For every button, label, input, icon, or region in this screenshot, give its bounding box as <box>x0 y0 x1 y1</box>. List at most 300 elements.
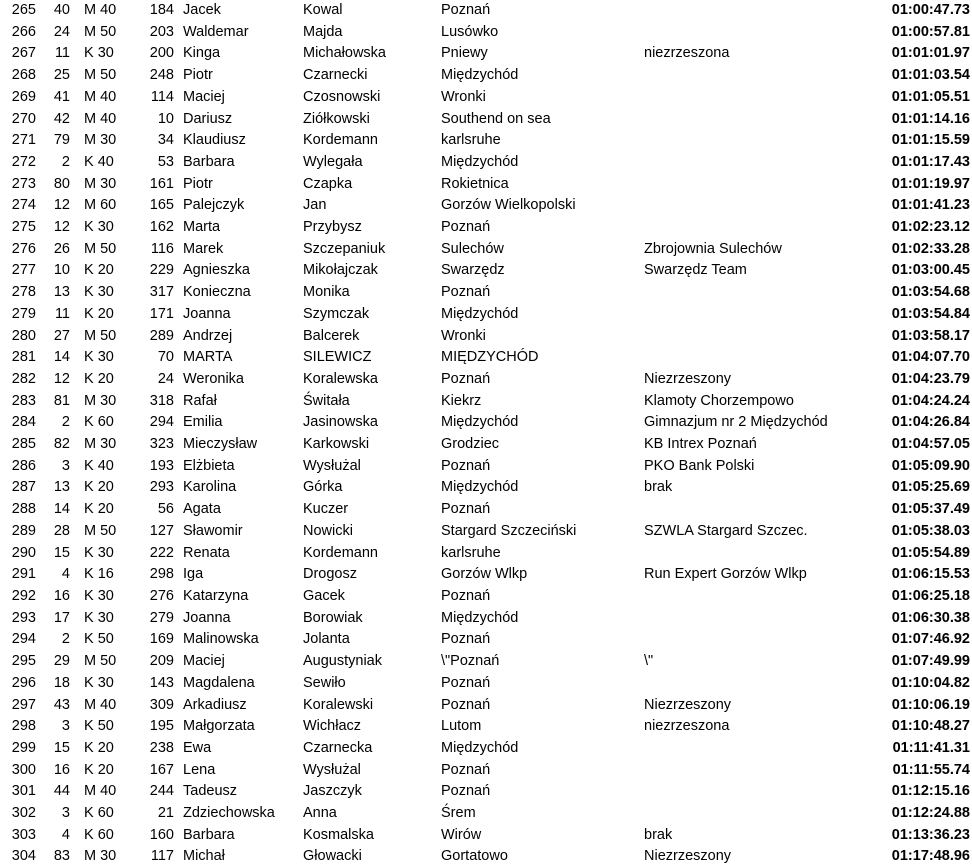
category-place-cell: 40 <box>53 2 70 18</box>
first-name-cell: Barbara <box>183 153 235 170</box>
club-cell: Niezrzeszony <box>644 848 732 865</box>
table-row <box>0 521 972 543</box>
category-cell: K 30 <box>84 349 114 366</box>
finish-time-cell: 01:01:03.54 <box>891 67 970 84</box>
bib-number-cell: 229 <box>149 262 174 279</box>
last-name-cell: Gacek <box>303 587 345 604</box>
category-place-cell: 27 <box>53 327 70 344</box>
place-cell: 276 <box>11 240 36 257</box>
first-name-cell: Marek <box>183 240 224 257</box>
city-cell: Poznań <box>441 219 491 236</box>
table-row <box>0 217 972 239</box>
finish-time-cell: 01:01:01.97 <box>891 45 970 62</box>
first-name-cell: Maciej <box>183 653 225 670</box>
city-cell: karlsruhe <box>441 544 501 561</box>
first-name-cell: Joanna <box>183 609 231 626</box>
first-name-cell: Renata <box>183 544 230 561</box>
category-place-cell: 13 <box>53 284 70 301</box>
place-cell: 289 <box>11 522 36 539</box>
finish-time-cell: 01:01:05.51 <box>891 88 970 105</box>
club-cell <box>644 781 874 803</box>
bib-number-cell: 114 <box>150 88 174 105</box>
last-name-cell: Nowicki <box>303 522 353 539</box>
category-place-cell: 15 <box>53 739 70 756</box>
category-place-cell: 2 <box>61 631 70 648</box>
finish-time-cell: 01:05:37.49 <box>891 501 970 518</box>
club-cell <box>644 0 874 22</box>
city-cell: Southend on sea <box>441 110 551 127</box>
club-cell: SZWLA Stargard Szczec. <box>644 522 808 539</box>
place-cell: 294 <box>11 631 36 648</box>
finish-time-cell: 01:04:57.05 <box>891 436 970 453</box>
finish-time-cell: 01:04:24.24 <box>891 392 970 409</box>
last-name-cell: Wysłużal <box>303 457 361 474</box>
category-place-cell: 16 <box>53 761 70 778</box>
first-name-cell: Arkadiusz <box>183 696 247 713</box>
category-place-cell: 11 <box>54 45 70 62</box>
last-name-cell: Wysłużal <box>303 761 361 778</box>
finish-time-cell: 01:12:24.88 <box>891 805 970 822</box>
city-cell: Gorzów Wielkopolski <box>441 197 576 214</box>
club-cell <box>644 543 874 565</box>
last-name-cell: Czosnowski <box>303 88 381 105</box>
city-cell: \"Poznań <box>441 653 500 670</box>
first-name-cell: Sławomir <box>183 522 243 539</box>
last-name-cell: Szymczak <box>303 305 370 322</box>
last-name-cell: Kowal <box>303 2 343 18</box>
place-cell: 270 <box>11 110 36 127</box>
table-row <box>0 195 972 217</box>
table-row <box>0 564 972 586</box>
last-name-cell: Drogosz <box>303 566 357 583</box>
city-cell: Wronki <box>441 88 486 105</box>
last-name-cell: Ziółkowski <box>303 110 370 127</box>
city-cell: karlsruhe <box>441 132 501 149</box>
category-cell: M 30 <box>84 392 117 409</box>
club-cell <box>644 65 874 87</box>
category-cell: M 50 <box>84 522 117 539</box>
club-cell <box>644 282 874 304</box>
finish-time-cell: 01:00:57.81 <box>891 23 970 40</box>
place-cell: 302 <box>11 805 36 822</box>
category-place-cell: 12 <box>53 370 70 387</box>
place-cell: 284 <box>11 414 36 431</box>
category-cell: K 40 <box>84 457 114 474</box>
bib-number-cell: 53 <box>157 153 174 170</box>
finish-time-cell: 01:06:25.18 <box>891 587 970 604</box>
place-cell: 268 <box>11 67 36 84</box>
city-cell: Lusówko <box>441 23 499 40</box>
table-row <box>0 65 972 87</box>
last-name-cell: Koralewska <box>303 370 378 387</box>
category-place-cell: 10 <box>53 262 70 279</box>
city-cell: Poznań <box>441 587 491 604</box>
place-cell: 277 <box>11 262 36 279</box>
category-place-cell: 79 <box>53 132 70 149</box>
place-cell: 273 <box>11 175 36 192</box>
club-cell: Run Expert Gorzów Wlkp <box>644 566 807 583</box>
category-place-cell: 80 <box>53 175 70 192</box>
finish-time-cell: 01:12:15.16 <box>891 783 970 800</box>
first-name-cell: Barbara <box>183 826 235 843</box>
finish-time-cell: 01:17:48.96 <box>891 848 970 865</box>
finish-time-cell: 01:10:06.19 <box>891 696 970 713</box>
last-name-cell: Jan <box>303 197 327 214</box>
first-name-cell: Magdalena <box>183 674 255 691</box>
club-cell <box>644 608 874 630</box>
category-place-cell: 82 <box>53 436 70 453</box>
category-place-cell: 13 <box>53 479 70 496</box>
city-cell: Wronki <box>441 327 486 344</box>
first-name-cell: Weronika <box>183 370 244 387</box>
bib-number-cell: 21 <box>157 805 174 822</box>
table-row <box>0 152 972 174</box>
finish-time-cell: 01:07:46.92 <box>891 631 970 648</box>
first-name-cell: Jacek <box>183 2 221 18</box>
place-cell: 288 <box>11 501 36 518</box>
last-name-cell: SILEWICZ <box>303 349 372 366</box>
first-name-cell: Andrzej <box>183 327 233 344</box>
first-name-cell: Ewa <box>183 739 212 756</box>
club-cell: niezrzeszona <box>644 718 730 735</box>
category-place-cell: 2 <box>61 414 70 431</box>
category-cell: M 60 <box>84 197 117 214</box>
place-cell: 296 <box>11 674 36 691</box>
bib-number-cell: 56 <box>157 501 174 518</box>
bib-number-cell: 171 <box>149 305 174 322</box>
table-row <box>0 109 972 131</box>
category-cell: M 50 <box>84 327 117 344</box>
last-name-cell: Czarnecki <box>303 67 368 84</box>
first-name-cell: Kinga <box>183 45 221 62</box>
category-cell: K 20 <box>84 262 114 279</box>
bib-number-cell: 276 <box>149 587 174 604</box>
last-name-cell: Kordemann <box>303 544 378 561</box>
bib-number-cell: 193 <box>149 457 174 474</box>
category-cell: K 30 <box>84 219 114 236</box>
city-cell: Sulechów <box>441 240 504 257</box>
city-cell: Międzychód <box>441 739 519 756</box>
place-cell: 298 <box>11 718 36 735</box>
last-name-cell: Koralewski <box>303 696 374 713</box>
place-cell: 265 <box>11 2 36 18</box>
city-cell: Poznań <box>441 501 491 518</box>
club-cell <box>644 152 874 174</box>
place-cell: 304 <box>11 848 36 865</box>
city-cell: Międzychód <box>441 305 519 322</box>
finish-time-cell: 01:00:47.73 <box>891 2 970 18</box>
last-name-cell: Karkowski <box>303 436 370 453</box>
category-place-cell: 81 <box>53 392 70 409</box>
club-cell: Zbrojownia Sulechów <box>644 240 782 257</box>
category-cell: M 50 <box>84 23 117 40</box>
bib-number-cell: 203 <box>149 23 174 40</box>
category-cell: M 40 <box>84 2 117 18</box>
bib-number-cell: 309 <box>149 696 174 713</box>
finish-time-cell: 01:05:54.89 <box>891 544 970 561</box>
city-cell: Pniewy <box>441 45 488 62</box>
finish-time-cell: 01:01:17.43 <box>891 153 970 170</box>
category-place-cell: 4 <box>61 826 70 843</box>
club-cell: niezrzeszona <box>644 45 730 62</box>
table-row <box>0 43 972 65</box>
category-place-cell: 3 <box>61 805 70 822</box>
first-name-cell: Iga <box>183 566 204 583</box>
last-name-cell: Przybysz <box>303 219 362 236</box>
last-name-cell: Borowiak <box>303 609 363 626</box>
bib-number-cell: 200 <box>149 45 174 62</box>
last-name-cell: Monika <box>303 284 350 301</box>
table-row <box>0 22 972 44</box>
place-cell: 275 <box>11 219 36 236</box>
table-row <box>0 326 972 348</box>
place-cell: 287 <box>11 479 36 496</box>
category-place-cell: 4 <box>61 566 70 583</box>
city-cell: Śrem <box>441 805 476 822</box>
city-cell: MIĘDZYCHÓD <box>441 349 539 366</box>
city-cell: Lutom <box>441 718 482 735</box>
bib-number-cell: 162 <box>149 219 174 236</box>
last-name-cell: Anna <box>303 805 337 822</box>
city-cell: Grodziec <box>441 436 500 453</box>
finish-time-cell: 01:01:41.23 <box>891 197 970 214</box>
place-cell: 282 <box>11 370 36 387</box>
table-row <box>0 347 972 369</box>
category-place-cell: 29 <box>53 653 70 670</box>
club-cell: KB Intrex Poznań <box>644 436 757 453</box>
city-cell: Poznań <box>441 696 491 713</box>
finish-time-cell: 01:10:04.82 <box>891 674 970 691</box>
finish-time-cell: 01:06:15.53 <box>891 566 970 583</box>
club-cell: brak <box>644 826 673 843</box>
category-place-cell: 3 <box>61 457 70 474</box>
table-row <box>0 369 972 391</box>
category-cell: K 60 <box>84 805 114 822</box>
finish-time-cell: 01:01:19.97 <box>891 175 970 192</box>
table-row <box>0 239 972 261</box>
first-name-cell: Karolina <box>183 479 237 496</box>
last-name-cell: Głowacki <box>303 848 362 865</box>
table-row <box>0 695 972 717</box>
bib-number-cell: 222 <box>149 544 174 561</box>
place-cell: 290 <box>11 544 36 561</box>
table-row <box>0 543 972 565</box>
bib-number-cell: 167 <box>149 761 174 778</box>
city-cell: Wirów <box>441 826 482 843</box>
category-cell: M 30 <box>84 175 117 192</box>
place-cell: 285 <box>11 436 36 453</box>
place-cell: 269 <box>11 88 36 105</box>
place-cell: 266 <box>11 23 36 40</box>
club-cell: Niezrzeszony <box>644 370 732 387</box>
club-cell <box>644 347 874 369</box>
first-name-cell: Malinowska <box>183 631 259 648</box>
last-name-cell: Michałowska <box>303 45 386 62</box>
first-name-cell: Agnieszka <box>183 262 250 279</box>
table-row <box>0 825 972 847</box>
category-place-cell: 44 <box>53 783 70 800</box>
city-cell: Poznań <box>441 284 491 301</box>
last-name-cell: Górka <box>303 479 343 496</box>
place-cell: 293 <box>11 609 36 626</box>
last-name-cell: Sewiło <box>303 674 346 691</box>
city-cell: Poznań <box>441 761 491 778</box>
last-name-cell: Kordemann <box>303 132 378 149</box>
bib-number-cell: 169 <box>149 631 174 648</box>
category-cell: K 20 <box>84 739 114 756</box>
club-cell <box>644 738 874 760</box>
table-row <box>0 781 972 803</box>
club-cell <box>644 130 874 152</box>
bib-number-cell: 127 <box>149 522 174 539</box>
table-row <box>0 174 972 196</box>
category-cell: M 30 <box>84 848 117 865</box>
bib-number-cell: 116 <box>150 240 174 257</box>
city-cell: Poznań <box>441 457 491 474</box>
bib-number-cell: 248 <box>149 67 174 84</box>
category-cell: M 50 <box>84 67 117 84</box>
city-cell: Poznań <box>441 370 491 387</box>
bib-number-cell: 289 <box>149 327 174 344</box>
place-cell: 292 <box>11 587 36 604</box>
bib-number-cell: 10 <box>157 110 174 127</box>
finish-time-cell: 01:06:30.38 <box>891 609 970 626</box>
category-cell: M 40 <box>84 88 117 105</box>
finish-time-cell: 01:04:23.79 <box>891 370 970 387</box>
place-cell: 271 <box>11 132 36 149</box>
last-name-cell: Jolanta <box>303 631 350 648</box>
finish-time-cell: 01:04:07.70 <box>891 349 970 366</box>
finish-time-cell: 01:10:48.27 <box>891 718 970 735</box>
club-cell: \" <box>644 653 654 670</box>
finish-time-cell: 01:03:58.17 <box>891 327 970 344</box>
table-row <box>0 803 972 825</box>
place-cell: 278 <box>11 284 36 301</box>
category-place-cell: 43 <box>53 696 70 713</box>
place-cell: 291 <box>11 566 36 583</box>
bib-number-cell: 117 <box>150 848 174 865</box>
club-cell <box>644 109 874 131</box>
first-name-cell: MARTA <box>183 349 233 366</box>
last-name-cell: Wichłacz <box>303 718 362 735</box>
category-place-cell: 14 <box>53 349 70 366</box>
category-cell: K 30 <box>84 284 114 301</box>
last-name-cell: Mikołajczak <box>303 262 378 279</box>
city-cell: Międzychód <box>441 479 519 496</box>
category-place-cell: 83 <box>53 848 70 865</box>
club-cell: brak <box>644 479 673 496</box>
city-cell: Stargard Szczeciński <box>441 522 577 539</box>
category-cell: M 40 <box>84 110 117 127</box>
category-place-cell: 2 <box>61 153 70 170</box>
place-cell: 267 <box>11 45 36 62</box>
table-row <box>0 477 972 499</box>
table-row <box>0 412 972 434</box>
table-row <box>0 391 972 413</box>
club-cell: PKO Bank Polski <box>644 457 755 474</box>
bib-number-cell: 317 <box>149 284 174 301</box>
finish-time-cell: 01:02:33.28 <box>891 240 970 257</box>
finish-time-cell: 01:03:00.45 <box>891 262 970 279</box>
first-name-cell: Rafał <box>183 392 217 409</box>
table-row <box>0 304 972 326</box>
category-place-cell: 12 <box>53 219 70 236</box>
finish-time-cell: 01:13:36.23 <box>891 826 970 843</box>
club-cell <box>644 217 874 239</box>
club-cell <box>644 760 874 782</box>
category-place-cell: 24 <box>53 23 70 40</box>
club-cell <box>644 174 874 196</box>
category-cell: K 30 <box>84 674 114 691</box>
table-row <box>0 87 972 109</box>
bib-number-cell: 70 <box>157 349 174 366</box>
city-cell: Poznań <box>441 674 491 691</box>
last-name-cell: Augustyniak <box>303 653 382 670</box>
first-name-cell: Piotr <box>183 67 213 84</box>
first-name-cell: Zdziechowska <box>183 805 275 822</box>
category-place-cell: 41 <box>53 88 70 105</box>
place-cell: 283 <box>11 392 36 409</box>
club-cell <box>644 304 874 326</box>
category-place-cell: 17 <box>53 609 70 626</box>
place-cell: 299 <box>11 739 36 756</box>
category-cell: K 40 <box>84 153 114 170</box>
bib-number-cell: 323 <box>149 436 174 453</box>
category-cell: K 50 <box>84 718 114 735</box>
category-cell: K 60 <box>84 414 114 431</box>
finish-time-cell: 01:11:55.74 <box>892 761 970 778</box>
category-place-cell: 16 <box>53 587 70 604</box>
last-name-cell: Jasinowska <box>303 414 378 431</box>
category-cell: K 30 <box>84 609 114 626</box>
first-name-cell: Agata <box>183 501 221 518</box>
city-cell: Rokietnica <box>441 175 509 192</box>
city-cell: Kiekrz <box>441 392 482 409</box>
bib-number-cell: 298 <box>149 566 174 583</box>
first-name-cell: Małgorzata <box>183 718 255 735</box>
bib-number-cell: 34 <box>157 132 174 149</box>
finish-time-cell: 01:03:54.68 <box>891 284 970 301</box>
finish-time-cell: 01:03:54.84 <box>891 305 970 322</box>
city-cell: Międzychód <box>441 153 519 170</box>
bib-number-cell: 279 <box>149 609 174 626</box>
table-row <box>0 629 972 651</box>
table-row <box>0 608 972 630</box>
place-cell: 286 <box>11 457 36 474</box>
club-cell <box>644 803 874 825</box>
city-cell: Swarzędz <box>441 262 505 279</box>
place-cell: 274 <box>11 197 36 214</box>
table-row <box>0 586 972 608</box>
last-name-cell: Szczepaniuk <box>303 240 386 257</box>
finish-time-cell: 01:11:41.31 <box>892 739 970 756</box>
category-place-cell: 28 <box>53 522 70 539</box>
category-cell: K 50 <box>84 631 114 648</box>
first-name-cell: Mieczysław <box>183 436 258 453</box>
last-name-cell: Świtała <box>303 392 350 409</box>
bib-number-cell: 238 <box>149 739 174 756</box>
place-cell: 272 <box>11 153 36 170</box>
bib-number-cell: 244 <box>149 783 174 800</box>
first-name-cell: Michał <box>183 848 225 865</box>
category-place-cell: 42 <box>53 110 70 127</box>
club-cell <box>644 499 874 521</box>
category-cell: M 40 <box>84 783 117 800</box>
club-cell: Swarzędz Team <box>644 262 747 279</box>
table-row <box>0 673 972 695</box>
first-name-cell: Konieczna <box>183 284 251 301</box>
table-row <box>0 434 972 456</box>
